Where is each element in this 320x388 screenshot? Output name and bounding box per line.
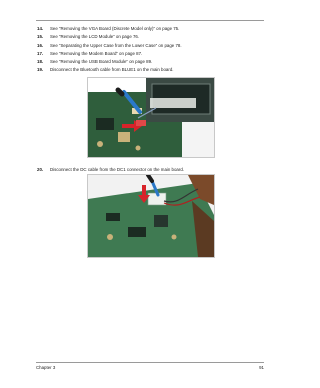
step-text: See “Removing the USB Board Module” on page 89. (50, 59, 153, 65)
step-item (36, 42, 266, 50)
step-item (36, 33, 266, 41)
header-rule (36, 20, 264, 21)
step-item (36, 25, 266, 33)
footer-rule (36, 362, 264, 363)
step-list (36, 25, 266, 75)
mainboard-illustration (88, 175, 214, 257)
step-number: 18. (37, 59, 44, 65)
chapter-label: Chapter 3 (36, 365, 56, 370)
bluetooth-cable-photo (87, 77, 215, 158)
step-item (36, 58, 266, 66)
step-number: 14. (37, 26, 44, 31)
dc-cable-photo (87, 174, 215, 258)
step-number: 15. (37, 34, 44, 40)
step-text: See “Removing the VGA Board (Discrete Model only)” on page 75. (50, 26, 180, 31)
step-text: See “Separating the Upper Case from the Lower Case” on page 78. (50, 42, 182, 48)
page-number: 91 (259, 365, 264, 370)
step-text: Disconnect the DC cable from the DC1 connector on the main board. (50, 167, 184, 172)
step-item (36, 50, 266, 58)
step-number: 19. (37, 67, 44, 73)
step-item (36, 66, 266, 74)
step-number: 20. (37, 167, 44, 172)
step-text: See “Removing the Modem Board” on page 87. (50, 50, 143, 56)
step-number: 17. (37, 50, 44, 56)
step-number: 16. (37, 42, 44, 48)
step-text: Disconnect the Bluetooth cable from BLUE1 on the main board. (50, 67, 174, 73)
mainboard-illustration (88, 78, 214, 157)
step-text: See “Removing the LCD Module” on page 76. (50, 34, 140, 40)
